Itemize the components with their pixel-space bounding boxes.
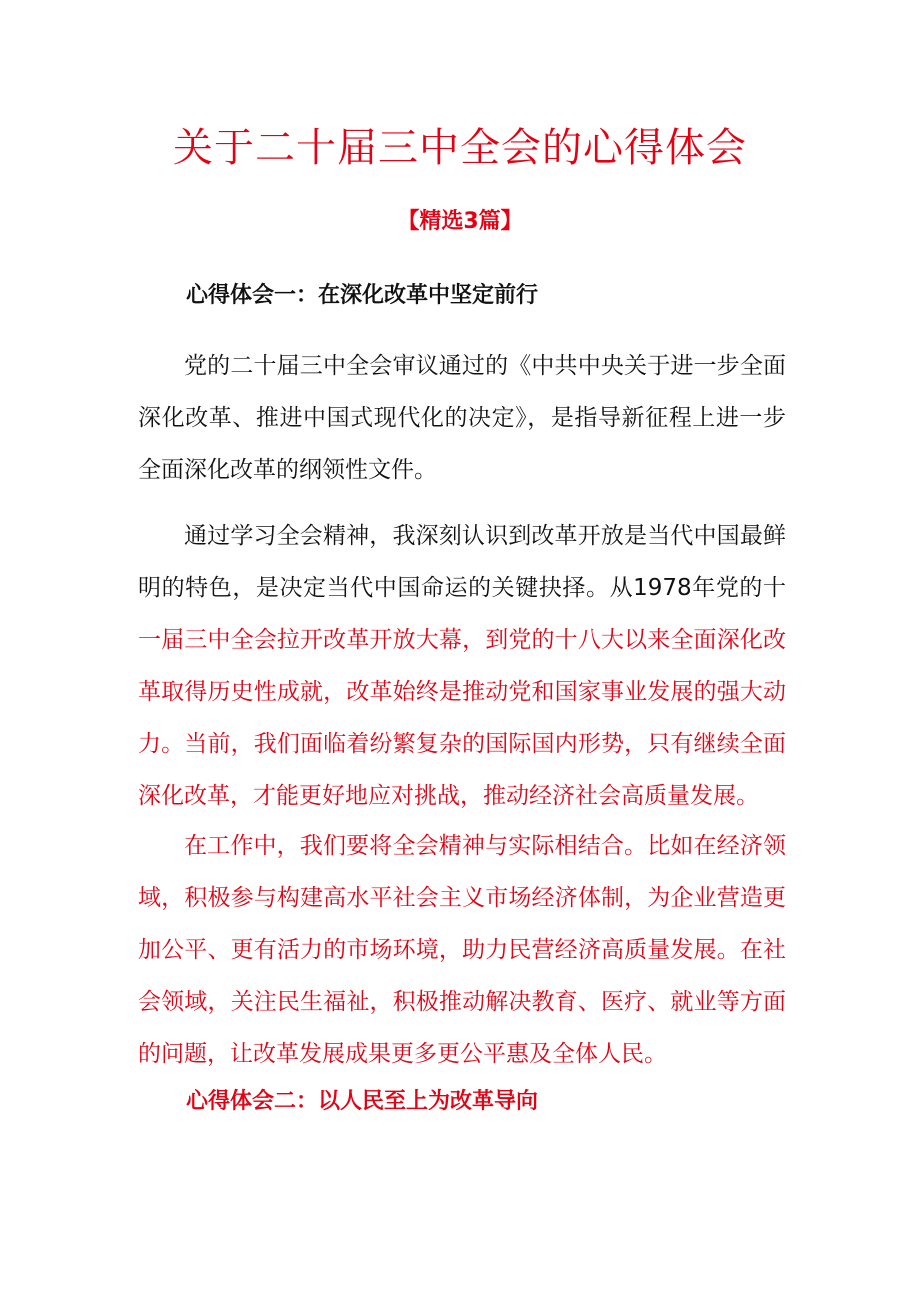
paragraph-3: 在工作中，我们要将全会精神与实际相结合。比如在经济领域，积极参与构建高水平社会主义市场经济体制，为企业营造更加公平、更有活力的市场环境，助力民营经济高质量发展。在社会领域，关注民生福祉，积极推动解决教育、医疗、就业等方面的问题，让改革发展成果更多更公平惠及全体人民。 xyxy=(138,833,786,1067)
document-title: 关于二十届三中全会的心得体会 xyxy=(173,125,747,171)
paragraph-2 xyxy=(138,510,786,822)
section-heading-1: 心得体会一：在深化改革中坚定前行 xyxy=(186,283,539,308)
paragraph-2-red-text: 一届三中全会拉开改革开放大幕，到党的十八大以来全面深化改革取得历史性成就，改革始终是推动党和国家事业发展的强大动力。当前，我们面临着纷繁复杂的国际国内形势，只有继续全面深化改革，才能更好地应对挑战，推动经济社会高质量发展。 xyxy=(138,627,786,809)
document-subtitle: 【精选3篇】 xyxy=(397,209,523,234)
section-heading-2: 心得体会二：以人民至上为改革导向 xyxy=(186,1089,539,1114)
paragraph-2-black-text: 通过学习全会精神，我深刻认识到改革开放是当代中国最鲜明的特色，是决定当代中国命运的关键抉择。从1978年党的十 xyxy=(138,523,786,601)
paragraph-1: 党的二十届三中全会审议通过的《中共中央关于进一步全面深化改革、推进中国式现代化的决定》，是指导新征程上进一步全面深化改革的纲领性文件。 xyxy=(138,353,786,483)
